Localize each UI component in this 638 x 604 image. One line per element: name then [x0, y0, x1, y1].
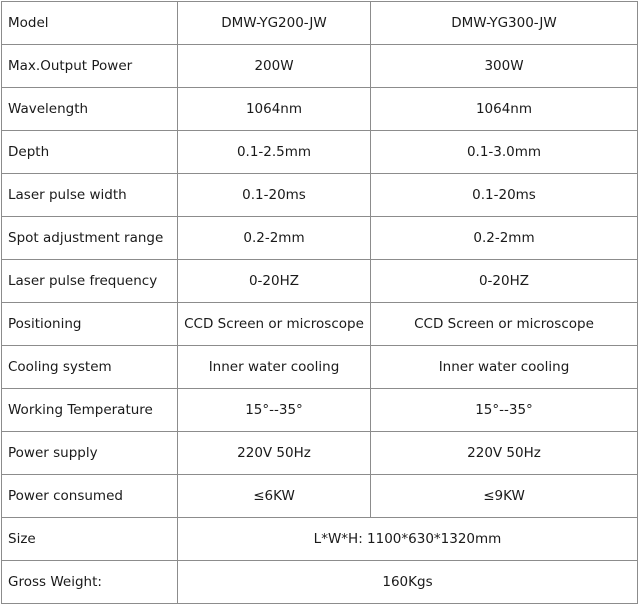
spec-label: Cooling system	[2, 346, 178, 389]
spec-label: Wavelength	[2, 88, 178, 131]
table-row	[2, 303, 638, 346]
spec-value: 0.1-2.5mm	[178, 131, 371, 174]
spec-value: 1064nm	[371, 88, 638, 131]
spec-value: 0.1-20ms	[178, 174, 371, 217]
spec-value: 1064nm	[178, 88, 371, 131]
spec-label: Size	[2, 518, 178, 561]
spec-value: 15°--35°	[178, 389, 371, 432]
table-row	[2, 174, 638, 217]
spec-label: Power consumed	[2, 475, 178, 518]
model-name-2: DMW-YG300-JW	[371, 2, 638, 45]
spec-label: Depth	[2, 131, 178, 174]
spec-label: Laser pulse width	[2, 174, 178, 217]
spec-value: 0-20HZ	[178, 260, 371, 303]
table-row	[2, 88, 638, 131]
table-row	[2, 45, 638, 88]
spec-value: 300W	[371, 45, 638, 88]
spec-value: 0-20HZ	[371, 260, 638, 303]
spec-value: 160Kgs	[178, 561, 638, 604]
spec-value: CCD Screen or microscope	[371, 303, 638, 346]
spec-value: Inner water cooling	[178, 346, 371, 389]
spec-value: 0.2-2mm	[178, 217, 371, 260]
table-row	[2, 260, 638, 303]
table-row-merged	[2, 561, 638, 604]
table-row	[2, 475, 638, 518]
spec-label: Gross Weight:	[2, 561, 178, 604]
spec-label: Power supply	[2, 432, 178, 475]
spec-value: 0.1-3.0mm	[371, 131, 638, 174]
model-header-label: Model	[2, 2, 178, 45]
spec-value: 0.2-2mm	[371, 217, 638, 260]
spec-table	[1, 1, 638, 604]
table-row	[2, 346, 638, 389]
spec-value: 220V 50Hz	[371, 432, 638, 475]
table-row-merged	[2, 518, 638, 561]
spec-value: 220V 50Hz	[178, 432, 371, 475]
spec-value: ≤6KW	[178, 475, 371, 518]
spec-label: Positioning	[2, 303, 178, 346]
spec-label: Laser pulse frequency	[2, 260, 178, 303]
spec-value: ≤9KW	[371, 475, 638, 518]
table-row	[2, 432, 638, 475]
spec-value: L*W*H: 1100*630*1320mm	[178, 518, 638, 561]
table-header-row	[2, 2, 638, 45]
spec-value: 0.1-20ms	[371, 174, 638, 217]
spec-label: Working Temperature	[2, 389, 178, 432]
spec-value: Inner water cooling	[371, 346, 638, 389]
table-row	[2, 217, 638, 260]
spec-value: CCD Screen or microscope	[178, 303, 371, 346]
spec-label: Max.Output Power	[2, 45, 178, 88]
model-name-1: DMW-YG200-JW	[178, 2, 371, 45]
table-row	[2, 131, 638, 174]
spec-label: Spot adjustment range	[2, 217, 178, 260]
spec-value: 200W	[178, 45, 371, 88]
spec-value: 15°--35°	[371, 389, 638, 432]
table-row	[2, 389, 638, 432]
